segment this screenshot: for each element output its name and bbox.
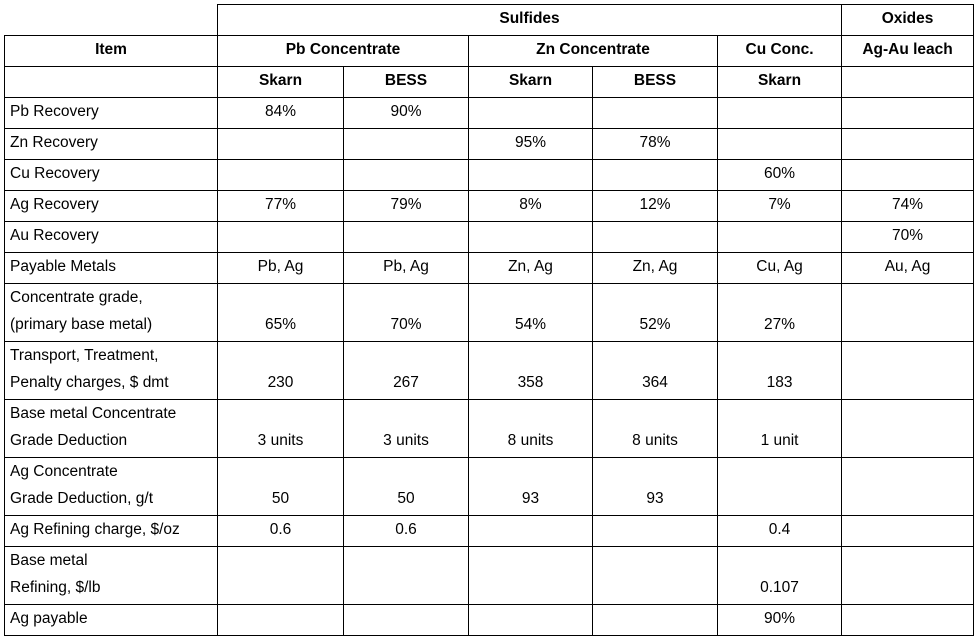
cell-zn-skarn: 8 units bbox=[469, 400, 593, 458]
row-item-label bbox=[5, 605, 218, 636]
cell-pb-bess: 50 bbox=[344, 458, 469, 516]
row-item-label-line: Ag payable bbox=[10, 610, 88, 627]
cell-pb-bess: 267 bbox=[344, 342, 469, 400]
cell-zn-skarn: 54% bbox=[469, 284, 593, 342]
cell-ag-au-leach bbox=[842, 98, 974, 129]
row-item-label-line: Base metal Concentrate bbox=[10, 405, 177, 422]
header-zn-concentrate: Zn Concentrate bbox=[469, 36, 718, 67]
cell-zn-bess bbox=[593, 98, 718, 129]
cell-pb-bess: 90% bbox=[344, 98, 469, 129]
cell-pb-bess bbox=[344, 547, 469, 605]
row-item-label-line: Concentrate grade, bbox=[10, 289, 143, 306]
cell-zn-bess: 12% bbox=[593, 191, 718, 222]
cell-zn-skarn: 358 bbox=[469, 342, 593, 400]
row-item-label bbox=[5, 191, 218, 222]
row-item-label-line: Zn Recovery bbox=[10, 134, 98, 151]
cell-ag-au-leach bbox=[842, 160, 974, 191]
cell-pb-skarn: 50 bbox=[218, 458, 344, 516]
row-item-label-line: Ag Recovery bbox=[10, 196, 99, 213]
row-item-label-line: Refining, $/lb bbox=[10, 579, 101, 596]
row-item-label-line: Base metal bbox=[10, 552, 88, 569]
cell-ag-au-leach bbox=[842, 284, 974, 342]
cell-pb-bess: 70% bbox=[344, 284, 469, 342]
table-row bbox=[5, 284, 974, 342]
cell-cu-skarn: 183 bbox=[718, 342, 842, 400]
cell-pb-bess bbox=[344, 129, 469, 160]
table-row bbox=[5, 222, 974, 253]
cell-ag-au-leach bbox=[842, 400, 974, 458]
header-oxides: Oxides bbox=[842, 5, 974, 36]
header-skarn-zn: Skarn bbox=[469, 67, 593, 98]
cell-pb-skarn: 77% bbox=[218, 191, 344, 222]
header-oxides-blank bbox=[842, 67, 974, 98]
cell-cu-skarn: 0.4 bbox=[718, 516, 842, 547]
table-row bbox=[5, 400, 974, 458]
header-sulfides: Sulfides bbox=[218, 5, 842, 36]
header-row-group bbox=[5, 5, 974, 36]
row-item-label bbox=[5, 458, 218, 516]
cell-cu-skarn bbox=[718, 98, 842, 129]
row-item-label-line: Penalty charges, $ dmt bbox=[10, 374, 169, 391]
cell-cu-skarn: Cu, Ag bbox=[718, 253, 842, 284]
cell-cu-skarn: 27% bbox=[718, 284, 842, 342]
cell-zn-skarn: 93 bbox=[469, 458, 593, 516]
cell-zn-skarn bbox=[469, 605, 593, 636]
cell-cu-skarn: 1 unit bbox=[718, 400, 842, 458]
cell-zn-bess: Zn, Ag bbox=[593, 253, 718, 284]
data-rows bbox=[5, 98, 974, 636]
row-item-label bbox=[5, 516, 218, 547]
cell-cu-skarn bbox=[718, 222, 842, 253]
header-bess-zn: BESS bbox=[593, 67, 718, 98]
table-row bbox=[5, 129, 974, 160]
cell-zn-bess: 78% bbox=[593, 129, 718, 160]
row-item-label-line: Au Recovery bbox=[10, 227, 99, 244]
cell-ag-au-leach bbox=[842, 516, 974, 547]
cell-cu-skarn: 90% bbox=[718, 605, 842, 636]
cell-cu-skarn: 0.107 bbox=[718, 547, 842, 605]
row-item-label-line: Transport, Treatment, bbox=[10, 347, 159, 364]
header-bess-pb: BESS bbox=[344, 67, 469, 98]
cell-pb-skarn: 3 units bbox=[218, 400, 344, 458]
header-row-ore-type bbox=[5, 67, 974, 98]
cell-zn-skarn: Zn, Ag bbox=[469, 253, 593, 284]
header-pb-concentrate: Pb Concentrate bbox=[218, 36, 469, 67]
cell-pb-bess: Pb, Ag bbox=[344, 253, 469, 284]
cell-pb-bess bbox=[344, 222, 469, 253]
cell-ag-au-leach bbox=[842, 605, 974, 636]
cell-zn-skarn bbox=[469, 516, 593, 547]
row-item-label-line: Ag Refining charge, $/oz bbox=[10, 521, 180, 538]
cell-zn-bess: 52% bbox=[593, 284, 718, 342]
cell-pb-skarn bbox=[218, 222, 344, 253]
cell-pb-bess: 0.6 bbox=[344, 516, 469, 547]
row-item-label bbox=[5, 98, 218, 129]
header-cu-conc: Cu Conc. bbox=[718, 36, 842, 67]
cell-ag-au-leach: 70% bbox=[842, 222, 974, 253]
cell-pb-skarn: 230 bbox=[218, 342, 344, 400]
row-item-label-line: Cu Recovery bbox=[10, 165, 100, 182]
header-item: Item bbox=[5, 36, 218, 67]
row-item-label-line: Payable Metals bbox=[10, 258, 116, 275]
cell-zn-bess bbox=[593, 160, 718, 191]
cell-zn-bess bbox=[593, 605, 718, 636]
row-item-label bbox=[5, 284, 218, 342]
cell-zn-skarn bbox=[469, 547, 593, 605]
cell-ag-au-leach bbox=[842, 342, 974, 400]
row-item-label-line: Grade Deduction, g/t bbox=[10, 490, 154, 507]
table-row bbox=[5, 253, 974, 284]
row-item-label-line: Grade Deduction bbox=[10, 432, 128, 449]
row-item-label bbox=[5, 222, 218, 253]
cell-zn-bess bbox=[593, 516, 718, 547]
cell-pb-skarn: 65% bbox=[218, 284, 344, 342]
cell-zn-bess: 364 bbox=[593, 342, 718, 400]
table-row bbox=[5, 160, 974, 191]
header-skarn-pb: Skarn bbox=[218, 67, 344, 98]
header-blank-cell bbox=[5, 5, 218, 36]
recovery-parameters-table bbox=[4, 4, 974, 636]
cell-zn-skarn bbox=[469, 222, 593, 253]
cell-cu-skarn bbox=[718, 129, 842, 160]
cell-ag-au-leach: 74% bbox=[842, 191, 974, 222]
cell-ag-au-leach bbox=[842, 547, 974, 605]
table-row bbox=[5, 191, 974, 222]
cell-cu-skarn: 60% bbox=[718, 160, 842, 191]
cell-zn-skarn bbox=[469, 98, 593, 129]
row-item-label bbox=[5, 342, 218, 400]
cell-zn-bess bbox=[593, 547, 718, 605]
cell-pb-bess bbox=[344, 160, 469, 191]
cell-zn-bess: 93 bbox=[593, 458, 718, 516]
cell-zn-skarn: 8% bbox=[469, 191, 593, 222]
row-item-label bbox=[5, 253, 218, 284]
cell-pb-bess: 3 units bbox=[344, 400, 469, 458]
row-item-label bbox=[5, 160, 218, 191]
cell-ag-au-leach: Au, Ag bbox=[842, 253, 974, 284]
cell-pb-bess bbox=[344, 605, 469, 636]
header-row-concentrate bbox=[5, 36, 974, 67]
cell-pb-skarn bbox=[218, 160, 344, 191]
cell-zn-bess bbox=[593, 222, 718, 253]
cell-pb-skarn bbox=[218, 605, 344, 636]
row-item-label bbox=[5, 547, 218, 605]
cell-ag-au-leach bbox=[842, 458, 974, 516]
cell-pb-skarn: 84% bbox=[218, 98, 344, 129]
cell-zn-bess: 8 units bbox=[593, 400, 718, 458]
cell-pb-skarn bbox=[218, 547, 344, 605]
header-ore-type-blank bbox=[5, 67, 218, 98]
row-item-label-line: Ag Concentrate bbox=[10, 463, 118, 480]
row-item-label bbox=[5, 129, 218, 160]
table-row bbox=[5, 547, 974, 605]
row-item-label-line: (primary base metal) bbox=[10, 316, 153, 333]
header-skarn-cu: Skarn bbox=[718, 67, 842, 98]
cell-cu-skarn: 7% bbox=[718, 191, 842, 222]
table-row bbox=[5, 98, 974, 129]
cell-pb-skarn: Pb, Ag bbox=[218, 253, 344, 284]
cell-pb-bess: 79% bbox=[344, 191, 469, 222]
table-row bbox=[5, 516, 974, 547]
header-ag-au-leach: Ag-Au leach bbox=[842, 36, 974, 67]
table-row bbox=[5, 342, 974, 400]
cell-cu-skarn bbox=[718, 458, 842, 516]
row-item-label bbox=[5, 400, 218, 458]
cell-ag-au-leach bbox=[842, 129, 974, 160]
table-row bbox=[5, 458, 974, 516]
row-item-label-line: Pb Recovery bbox=[10, 103, 99, 120]
cell-zn-skarn bbox=[469, 160, 593, 191]
table-row bbox=[5, 605, 974, 636]
cell-pb-skarn: 0.6 bbox=[218, 516, 344, 547]
cell-pb-skarn bbox=[218, 129, 344, 160]
cell-zn-skarn: 95% bbox=[469, 129, 593, 160]
